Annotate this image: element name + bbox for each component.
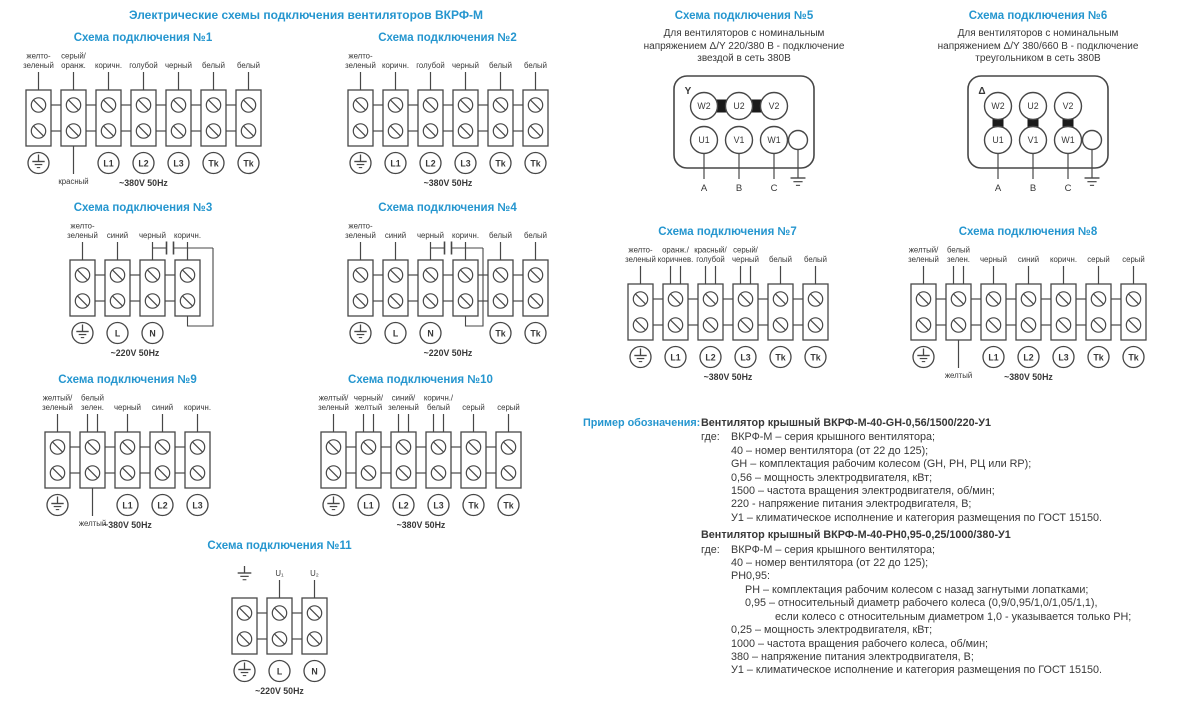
voltage-label: ~380V 50Hz [423,178,472,188]
wire-color-label: желтый/ [908,245,938,255]
example-item-2 [701,529,1183,677]
where-label: где: [701,543,720,556]
wire-color-label: коричн. [94,61,122,70]
wire-color-label: красный [57,177,89,186]
example-definition-line: 40 – номер вентилятора (от 22 до 125); [731,557,929,570]
example-definition-line: GH – комплектация рабочим колесом (GH, PH, РЦ или RP); [731,458,1032,471]
wire-color-label: зеленый [624,255,656,264]
motor-terminal-label: U2 [733,100,745,111]
scheme-3 [30,202,256,369]
voltage-label: ~380V 50Hz [396,520,445,530]
wire-color-label: зеленый [67,231,98,240]
terminal-label: Tk [529,158,541,169]
page-title: Электрические схемы подключения вентиляторов ВКРФ-М [128,8,484,22]
terminal-label: L1 [669,352,681,363]
terminal-label: Tk [207,158,219,169]
wire-color-label: белый [803,255,827,264]
example-definition-line: РН0,95: [731,570,771,583]
scheme-4 [325,202,570,369]
wire-color-label: белый [236,61,260,70]
wire-color-label: желто- [627,245,653,255]
wire-color-label: черный [979,255,1007,264]
wire-color-label: синий [106,231,129,240]
scheme-9-diagram [30,388,225,536]
wire-color-label: зеленый [344,61,376,70]
terminal-label: L1 [362,500,374,511]
scheme-6 [892,10,1184,217]
voltage-label: ~220V 50Hz [255,686,304,696]
wire-color-label: черный [416,231,444,240]
scheme-7-title: Схема подключения №7 [658,226,797,238]
scheme-3-title: Схема подключения №3 [73,202,213,214]
terminal-label: L1 [987,352,999,363]
scheme-6-diagram [943,68,1133,212]
example-2-title: Вентилятор крышный ВКРФ-М-40-РН0,95-0,25/1000/380-У1 [701,529,1011,542]
scheme-4-title: Схема подключения №4 [378,202,517,214]
voltage-label: ~380V 50Hz [103,520,152,530]
terminal-label: L [392,328,398,339]
terminal-label: L3 [172,158,184,169]
motor-terminal-label: U1 [992,134,1004,145]
example-definition-line: 1000 – частота вращения рабочего колеса, об/мин; [731,637,989,650]
wire-color-label: синий [384,231,406,240]
wire-color-label: белый [426,403,450,412]
scheme-2-title: Схема подключения №2 [378,32,517,44]
wire-color-label: черный [114,403,141,412]
terminal-label: L3 [192,500,203,511]
scheme-11-diagram [217,554,342,702]
capacitor-icon [430,242,483,255]
capacitor-icon [153,242,214,255]
scheme-4-diagram [333,216,563,364]
scheme-desc-line: Для вентиляторов с номинальным [957,28,1119,39]
wire-color-label: серый [496,403,520,412]
phase-label: A [700,182,708,194]
terminal-label: Tk [774,352,786,363]
scheme-1-diagram [11,46,276,194]
wire-color-label: белый [768,255,792,264]
terminal-label: Tk [1127,352,1139,363]
phase-label: A [994,182,1002,194]
terminal-label: Tk [494,328,506,339]
example-definition-line: ВКРФ-М – серия крышного вентилятора; [731,543,936,556]
example-definition-line: У1 – климатическое исполнение и категория размещения по ГОСТ 15150. [731,511,1102,524]
example-item-1 [701,417,1183,525]
wire-color-label: белый [523,231,547,240]
example-definition-line: ВКРФ-М – серия крышного вентилятора; [731,431,936,444]
scheme-2-diagram [333,46,563,194]
terminal-label: L3 [432,500,444,511]
example-1-lines [731,431,1183,525]
motor-terminal-label: W2 [991,100,1005,111]
wire-color-label: голубой [415,61,445,70]
terminal-label: Tk [502,500,514,511]
example-lead-label: Пример обозначения: [583,417,701,429]
wire-color-label: коричн. [381,61,409,70]
terminal-label: L [276,666,283,677]
scheme-11-title: Схема подключения №11 [207,540,352,552]
motor-terminal-label: V1 [1027,134,1039,145]
motor-terminal-label: U1 [698,134,710,145]
example-2-lines [731,544,1183,678]
example-definition-line: 380 – напряжение питания электродвигателя, В; [731,650,974,663]
ground-terminal-icon [1083,130,1102,149]
wire-color-label: желтый/ [318,393,348,403]
motor-terminal-label: W2 [697,100,711,111]
example-definition-line: если колесо с относительным диаметром 1,0 - указывается только РН; [775,610,1132,623]
wire-color-label: черный/ [353,393,383,403]
motor-terminal-label: V1 [733,134,745,145]
wire-color-label: желтый [78,519,107,528]
wire-color-label: белый [201,61,225,70]
wire-color-label: серый [1086,255,1110,264]
wire-color-label: желто- [25,51,51,61]
terminal-label: L [114,328,121,339]
wire-color-label: черный [731,255,759,264]
scheme-5-title: Схема подключения №5 [674,10,814,22]
voltage-label: ~380V 50Hz [1003,372,1053,382]
terminal-label: Tk [242,158,254,169]
terminal-label: L1 [389,158,401,169]
scheme-1-title: Схема подключения №1 [73,32,213,44]
terminal-label: L3 [459,158,471,169]
scheme-8-title: Схема подключения №8 [958,226,1098,238]
terminal-label: Tk [494,158,506,169]
scheme-1 [8,32,278,199]
scheme-9 [15,374,240,541]
wire-color-label: синий [1017,255,1039,264]
designation-example [583,417,1183,678]
scheme-desc-line: напряжением Δ/Y 220/380 В - подключение [643,40,845,52]
wire-color-label: черный [451,61,479,70]
scheme-desc-line: звездой в сеть 380В [697,53,791,65]
voltage-label: ~380V 50Hz [703,372,752,382]
wire-color-label: оранж./ [661,245,689,255]
motor-terminal-label: U2 [1027,100,1039,111]
terminal-label: Tk [467,500,479,511]
wire-color-label: желтый/ [42,393,73,403]
wire-color-label: голубой [695,255,725,264]
wire-color-label: серый/ [732,245,758,255]
voltage-label: ~380V 50Hz [118,178,168,188]
terminal-label: Tk [1092,352,1104,363]
scheme-desc-line: Для вентиляторов с номинальным [663,28,825,39]
example-definition-line: 0,25 – мощность электродвигателя, кВт; [731,624,933,637]
wire-color-label: белый [946,245,970,255]
wire-color-label: зеленый [907,255,939,264]
wire-color-label: серый/ [60,51,86,61]
wire-color-label: зеленый [22,61,54,70]
terminal-label: Tk [529,328,541,339]
scheme-7 [600,226,855,393]
wire-color-label: белый [488,61,512,70]
scheme-7-diagram [613,240,843,388]
terminal-label: L1 [102,158,114,169]
wire-color-label: U₁ [275,569,284,578]
terminal-label: L3 [739,352,751,363]
scheme-6-title: Схема подключения №6 [968,10,1108,22]
wire-color-label: коричн. [173,231,202,240]
scheme-2 [325,32,570,199]
wire-color-label: желто- [347,51,373,61]
wire-color-label: белый [523,61,547,70]
wire-color-label: зеленый [387,403,419,412]
wire-color-label: коричн./ [423,393,453,403]
wire-color-label: желтый [354,403,382,412]
terminal-label: L2 [157,500,168,511]
wire-color-label: голубой [128,61,158,70]
winding-type-label: Δ [978,85,986,97]
wire-color-label: желто- [70,221,95,231]
scheme-6-description [892,28,1184,66]
terminal-label: Tk [809,352,821,363]
wire-color-label: белый [488,231,512,240]
wire-color-label: коричн. [183,403,212,412]
example-definition-line: РН – комплектация рабочим колесом с назад загнутыми лопатками; [745,583,1089,596]
ground-terminal-icon [789,130,808,149]
wire-color-label: серый [461,403,485,412]
wire-color-label: зеленый [42,403,73,412]
motor-terminal-label: W1 [1061,134,1075,145]
voltage-label: ~220V 50Hz [110,348,160,358]
example-definition-line: 220 - напряжение питания электродвигателя, В; [731,498,972,511]
wire-color-label: коричн. [451,231,479,240]
scheme-5-diagram [649,68,839,212]
scheme-9-title: Схема подключения №9 [58,374,197,386]
example-definition-line: У1 – климатическое исполнение и категория размещения по ГОСТ 15150. [731,664,1102,677]
wire-color-label: синий [151,403,174,412]
wire-color-label: зеленый [344,231,376,240]
scheme-10-title: Схема подключения №10 [348,374,493,386]
wire-color-label: черный [139,231,166,240]
wire-color-label: красный/ [693,245,727,255]
terminal-label: L2 [1022,352,1034,363]
phase-label: B [735,182,743,194]
terminal-label: L3 [1057,352,1069,363]
winding-type-label: Y [684,85,692,97]
wire-color-label: оранж. [60,61,86,70]
wire-color-label: зелен. [946,255,970,264]
wire-color-label: белый [81,393,104,403]
wire-color-label: серый [1121,255,1145,264]
example-definition-line: 0,56 – мощность электродвигателя, кВт; [731,471,933,484]
wire-color-label: зеленый [317,403,349,412]
scheme-8-diagram [896,240,1161,388]
wire-color-label: коричн. [1049,255,1077,264]
wire-color-label: черный [164,61,192,70]
motor-terminal-box [674,76,814,168]
phase-label: B [1029,182,1037,194]
terminal-label: L2 [424,158,436,169]
scheme-8 [888,226,1168,393]
terminal-label: L2 [704,352,716,363]
terminal-label: N [311,666,318,677]
scheme-10 [298,374,543,541]
scheme-10-diagram [306,388,536,536]
where-label: где: [701,431,720,444]
motor-terminal-label: V2 [1062,100,1074,111]
scheme-11 [172,540,387,707]
phase-label: C [1064,182,1072,194]
motor-terminal-label: V2 [768,100,780,111]
terminal-label: L1 [122,500,133,511]
scheme-desc-line: треугольником в сеть 380В [975,53,1101,65]
example-1-title: Вентилятор крышный ВКРФ-М-40-GH-0,56/1500/220-У1 [701,417,991,429]
scheme-5 [598,10,890,217]
example-definition-line: 0,95 – относительный диаметр рабочего колеса (0,9/0,95/1,0/1,05/1,1), [745,597,1098,610]
terminal-label: L2 [397,500,409,511]
wire-color-label: U₂ [310,569,319,578]
wire-color-label: коричнев. [657,255,693,264]
phase-label: C [770,182,778,194]
wire-color-label: желтый [944,371,972,380]
example-definition-line: 40 – номер вентилятора (от 22 до 125); [731,444,929,457]
wire-color-label: зелен. [81,403,104,412]
voltage-label: ~220V 50Hz [423,348,472,358]
terminal-label: N [149,328,156,339]
terminal-label: N [426,328,434,339]
wire-color-label: синий/ [391,393,415,403]
wire-color-label: желто- [347,221,373,231]
scheme-5-description [598,28,890,66]
motor-terminal-label: W1 [767,134,781,145]
terminal-label: L2 [137,158,149,169]
scheme-desc-line: напряжением Δ/Y 380/660 В - подключение [937,40,1139,52]
example-definition-line: 1500 – частота вращения электродвигателя, об/мин; [731,485,995,498]
scheme-3-diagram [55,216,231,364]
